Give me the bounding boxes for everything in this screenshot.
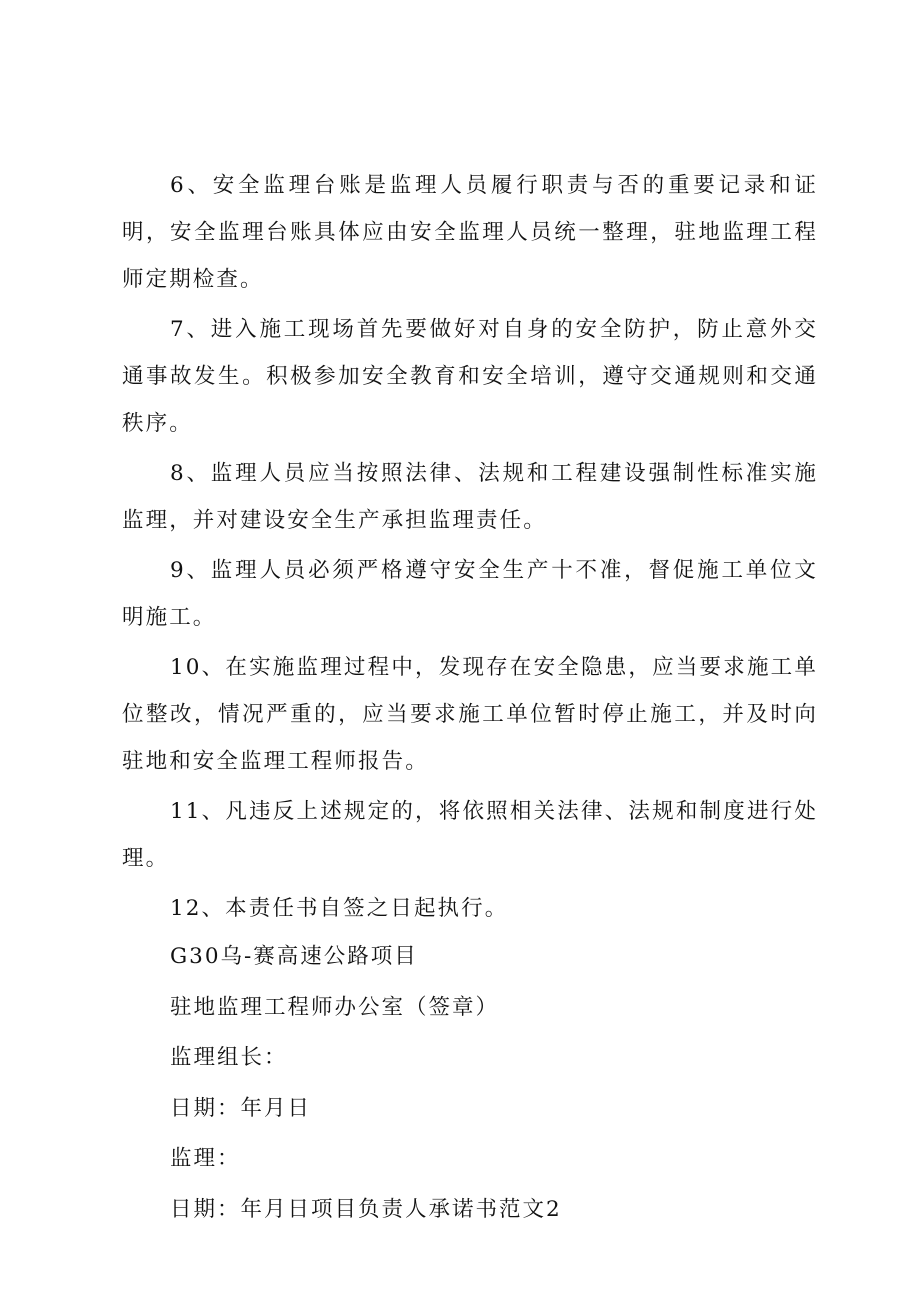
signature-block (122, 932, 818, 1235)
paragraph-8: 8、监理人员应当按照法律、法规和工程建设强制性标准实施监理，并对建设安全生产承担监理责任。 (122, 461, 818, 533)
paragraph-7: 7、进入施工现场首先要做好对自身的安全防护，防止意外交通事故发生。积极参加安全教育和安全培训，遵守交通规则和交通秩序。 (122, 317, 818, 436)
paragraph-6: 6、安全监理台账是监理人员履行职责与否的重要记录和证明，安全监理台账具体应由安全监理人员统一整理，驻地监理工程师定期检查。 (122, 173, 818, 292)
team-leader-line: 监理组长： (170, 1045, 288, 1070)
paragraph-9: 9、监理人员必须严格遵守安全生产十不准，督促施工单位文明施工。 (122, 558, 818, 630)
paragraph-10: 10、在实施监理过程中，发现存在安全隐患，应当要求施工单位整改，情况严重的，应当要求施工单位暂时停止施工，并及时向驻地和安全监理工程师报告。 (122, 655, 818, 774)
project-name: G30乌-赛高速公路项目 (170, 944, 418, 969)
office-seal-line: 驻地监理工程师办公室（签章） (170, 994, 500, 1020)
date-line-1: 日期：年月日 (170, 1095, 312, 1121)
document-body (122, 162, 818, 1235)
supervisor-line: 监理： (170, 1146, 241, 1171)
paragraph-11: 11、凡违反上述规定的，将依照相关法律、法规和制度进行处理。 (122, 799, 818, 871)
date-line-2: 日期：年月日项目负责人承诺书范文2 (170, 1196, 562, 1222)
paragraph-12: 12、本责任书自签之日起执行。 (170, 896, 509, 921)
